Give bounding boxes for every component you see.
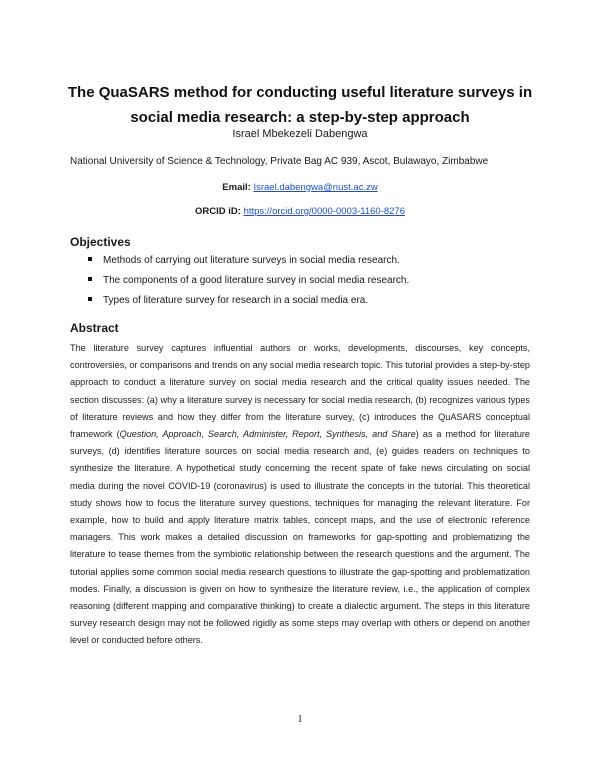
email-label: Email [222,182,248,193]
paper-title [40,80,560,130]
abstract-text-part-1: The literature survey captures influential authors or works, developments, discourses, key concepts, controversies, or comparisons and trends on any social media research topic. This tutorial provides a step-by-step approach to conduct a literature survey on social media research and the critical quality issues needed. The section discusses: (a) why a literature survey is necessary for social media research, (b) recognizes various types of literature reviews and how they differ from the literature survey, (c) introduces the QuASARS conceptual framework ( [70,343,530,440]
author-affiliation: National University of Science & Technology, Private Bag AC 939, Ascot, Bulawayo, Zimbabwe [70,156,489,167]
objectives-list [88,251,409,311]
title-line-2: social media research: a step-by-step approach [130,109,470,126]
bullet-square-icon [88,297,92,301]
abstract-framework-expansion: Question, Approach, Search, Administer, Report, Synthesis, and Share [119,429,416,440]
objective-text: The components of a good literature survey in social media research. [103,275,410,286]
abstract-heading: Abstract [70,321,119,335]
bullet-square-icon [88,257,92,261]
objective-item [88,251,409,271]
orcid-label: ORCID iD [195,206,238,217]
objective-item [88,291,409,311]
author-name: Israel Mbekezeli Dabengwa [232,128,368,140]
email-link[interactable]: Israel.dabengwa@nust.ac.zw [253,182,378,193]
orcid-line: ORCID iD: https://orcid.org/0000-0003-1160-8276 [195,206,405,217]
bullet-square-icon [88,277,92,281]
page-number: 1 [297,714,303,725]
email-line: Email: Israel.dabengwa@nust.ac.zw [222,182,378,193]
orcid-link[interactable]: https://orcid.org/0000-0003-1160-8276 [243,206,405,217]
objectives-heading: Objectives [70,235,131,249]
objective-text: Types of literature survey for research in a social media era. [103,295,369,306]
title-line-1: The QuaSARS method for conducting useful literature surveys in [67,84,533,101]
abstract-text-part-2: ) as a method for literature surveys, (d) identifies literature sources on social media research and, (e) guides readers on techniques to synthesize the literature. A hypothetical study concerning the recent spate of fake news circulating on social media during the novel COVID-19 (coronavirus) is used to illustrate the concepts in the tutorial. This theoretical study shows how to focus the literature survey questions, techniques for managing the relevant literature. For example, how to build and apply literature matrix tables, concept maps, and the use of electronic reference managers. This work makes a detailed discussion on frameworks for gap-spotting and problematizing the literature to tease themes from the symbiotic relationship between the research questions and the argument. The tutorial applies some common social media research questions to illustrate the gap-spotting and problematization modes. Finally, a discussion is given on how to synthesize the literature review, i.e., the application of complex reasoning (different mapping and comparative thinking) to create a dialectic argument. The steps in this literature survey research design may not be followed rigidly as some steps may overlap with others or depend on another level or conducted before others. [70,429,531,646]
objective-item [88,271,409,291]
abstract-body [70,340,530,650]
objective-text: Methods of carrying out literature surveys in social media research. [103,255,400,266]
